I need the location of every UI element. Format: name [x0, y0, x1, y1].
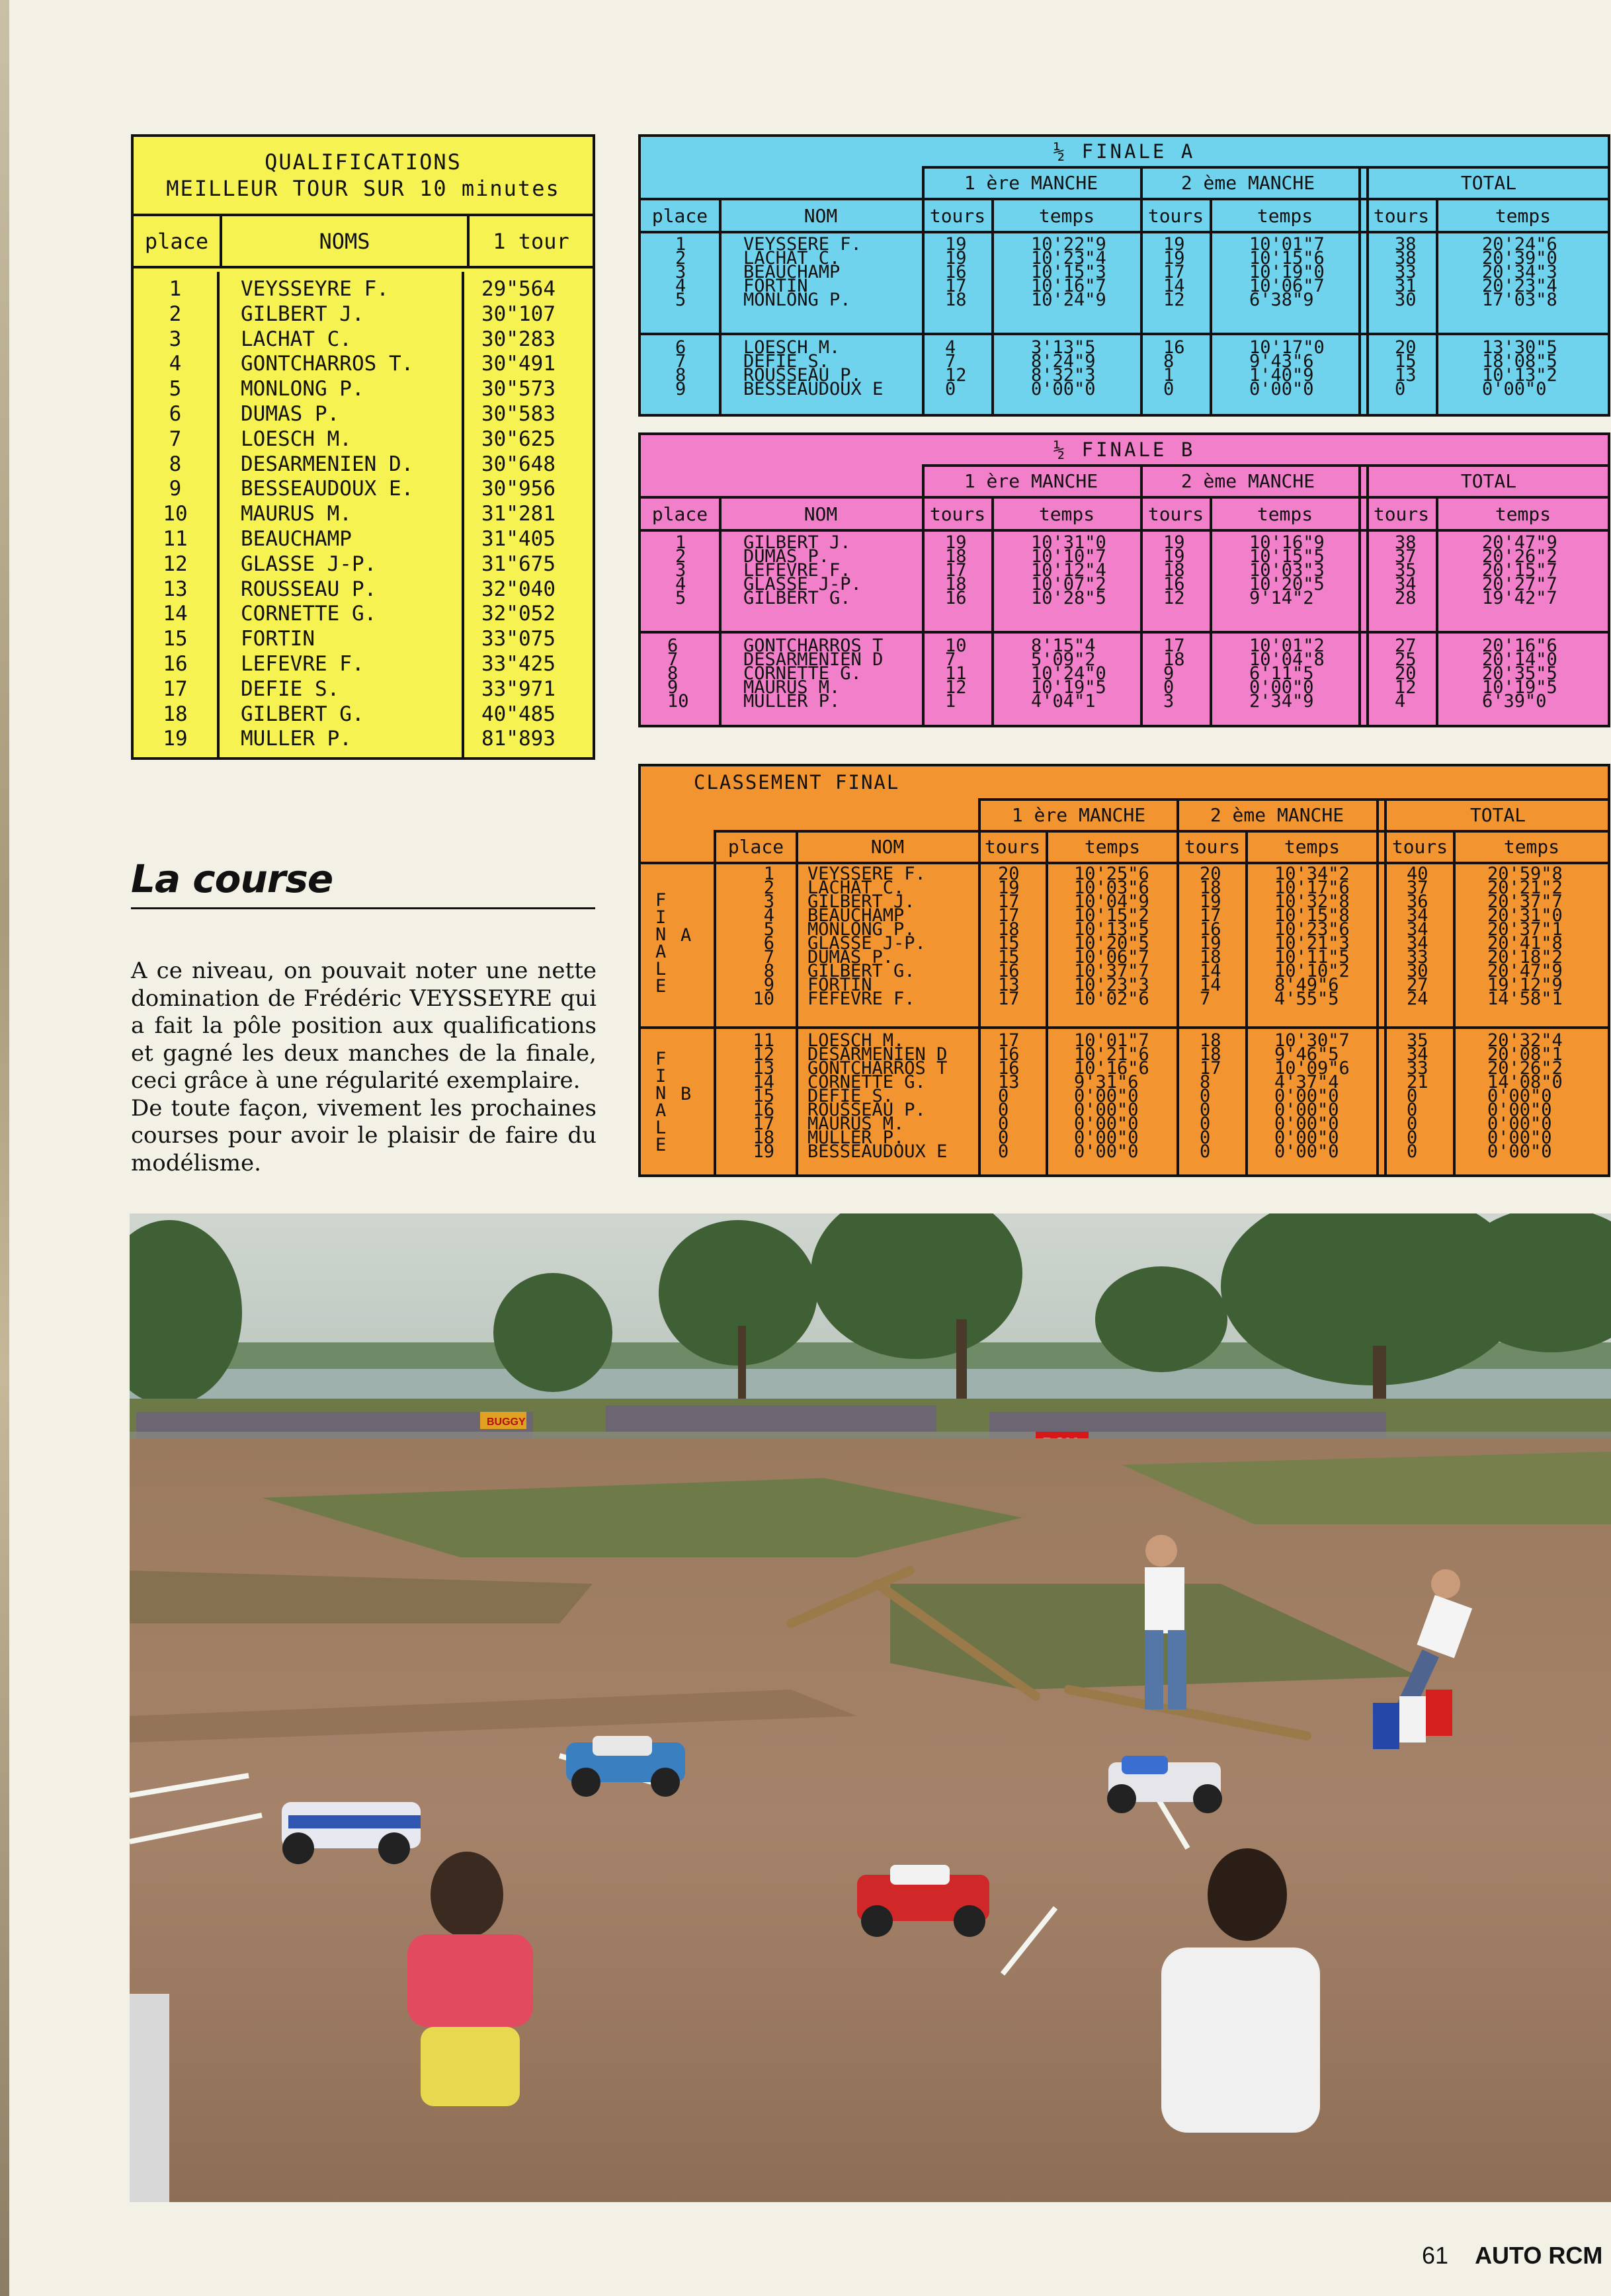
qual-name-cell: DESARMENIEN D. — [241, 452, 414, 476]
classement-final-g1-tot-temps: 20'59"8 20'21"2 20'37"7 20'31"0 20'37"1 20'41"8 20'18"2 20'47"9 19'12"9 14'58"1 — [1487, 864, 1563, 1009]
finale-b-g2-tot-temps: 20'16"6 20'14"0 20'35"5 10'19"5 6'39"0 — [1482, 636, 1557, 712]
finale-a-g1-names: VEYSSERE F. LACHAT C. BEAUCHAMP FORTIN MONLONG P. — [743, 234, 862, 310]
classement-final-g1-names: VEYSSERE F. LACHAT C. GILBERT J. BEAUCHAMP MONLONG P. GLASSE J-P. DUMAS P. GILBERT G. FORTIN FEFEVRE F. — [807, 864, 926, 1009]
qual-place-cell: 14 — [163, 602, 188, 626]
qual-place-cell: 16 — [163, 651, 188, 676]
finale-a-g2-names: LOESCH M. DEFIE S. ROUSSEAU P. BESSEAUDOUX E — [743, 337, 884, 399]
classement-final-g2-tot-temps: 20'32"4 20'08"1 20'26"2 14'08"0 0'00"0 0'00"0 0'00"0 0'00"0 0'00"0 — [1487, 1030, 1563, 1162]
qual-time-cell: 31"675 — [481, 552, 556, 576]
classement-final-m1-tours-head: tours — [984, 835, 1041, 858]
finale-b-m2-tours-head: tours — [1147, 503, 1204, 525]
finale-b-g2-names: GONTCHARROS T DESARMENIEN D CORNETTE G. MAURUS M. MULLER P. — [743, 636, 884, 712]
finale-a-g1-m1-temps: 10'22"9 10'23"4 10'15"3 10'16"7 10'24"9 — [1031, 234, 1106, 310]
classement-final-g1-tot-tours: 40 37 36 34 34 34 33 30 27 24 — [1407, 864, 1428, 1009]
finale-b-g1-m2-tours: 19 19 18 16 12 — [1163, 532, 1185, 608]
finale-a-g1-tot-temps: 20'24"6 20'39"0 20'34"3 20'23"4 17'03"8 — [1482, 234, 1557, 310]
finale-b-g1-tot-temps: 20'47"9 20'26"2 20'15"7 20'27"7 19'42"7 — [1482, 532, 1557, 608]
qualifications-title — [134, 137, 593, 216]
classement-final-g1-places: 1 2 3 4 5 6 7 8 9 10 — [753, 864, 774, 1009]
finale-a-title: ½ FINALE A — [1053, 140, 1196, 163]
qual-time-cell: 33"075 — [481, 627, 556, 651]
qualifications-header-row — [134, 216, 593, 268]
article-paragraph-2: De toute façon, vivement les prochaines courses pour avoir le plaisir de faire du modélisme. — [131, 1094, 597, 1176]
qual-name-cell: FORTIN — [241, 627, 315, 651]
finale-b-g2-m2-tours: 17 18 9 0 3 — [1163, 636, 1185, 712]
classement-final-g2-m2-temps: 10'30"7 9'46"5 10'09"6 4'37"4 0'00"0 0'00"0 0'00"0 0'00"0 0'00"0 — [1274, 1030, 1350, 1162]
finale-b-g2-m2-temps: 10'01"2 10'04"8 6'11"5 0'00"0 2'34"9 — [1249, 636, 1325, 712]
qual-time-cell: 40"485 — [481, 702, 556, 726]
qual-time-cell: 30"283 — [481, 327, 556, 351]
classement-final-title: CLASSEMENT FINAL — [694, 771, 900, 794]
qual-time-cell: 30"583 — [481, 401, 556, 426]
finale-a-g2-tot-tours: 20 15 13 0 — [1395, 337, 1417, 399]
finale-a-m2-tours-head: tours — [1147, 204, 1204, 227]
qualifications-title-line1: QUALIFICATIONS — [265, 149, 462, 175]
classement-final-m1-temps-head: temps — [1084, 835, 1141, 858]
classement-final-g1-m1-tours: 20 19 17 17 18 15 15 16 13 17 — [998, 864, 1020, 1009]
finale-a-m1-tours-head: tours — [929, 204, 986, 227]
qual-time-cell: 30"956 — [481, 477, 556, 501]
header-place: place — [134, 216, 222, 266]
qual-place-cell: 17 — [163, 676, 188, 701]
classement-final-col-nom: NOM — [870, 835, 905, 858]
qual-name-cell: DUMAS P. — [241, 401, 340, 426]
classement-final-g2-tot-tours: 35 34 33 21 0 0 0 0 0 — [1407, 1030, 1428, 1162]
qual-name-cell: MAURUS M. — [241, 502, 352, 526]
page-footer — [1422, 2242, 1602, 2270]
finale-b-total: TOTAL — [1460, 470, 1517, 492]
qualifications-body — [134, 272, 593, 757]
page-number: 61 — [1422, 2242, 1449, 2269]
header-tour: 1 tour — [493, 228, 569, 254]
qual-time-cell: 32"040 — [481, 577, 556, 601]
classement-final-g1-m2-temps: 10'34"2 10'17"6 10'32"8 10'15"8 10'23"6 10'21"3 10'11"5 10'10"2 8'49"6 4'55"5 — [1274, 864, 1350, 1009]
banner-buggy-text: BUGGY — [487, 1416, 526, 1428]
finale-b-tot-temps-head: temps — [1495, 503, 1551, 525]
qual-place-cell: 13 — [163, 577, 188, 601]
finale-a-g1-tot-tours: 38 38 33 31 30 — [1395, 234, 1417, 310]
finale-a-vertical-label: F I N A L E — [655, 890, 667, 997]
finale-b-table — [638, 432, 1610, 727]
finale-b-manche1: 1 ère MANCHE — [964, 470, 1098, 492]
finale-b-col-nom: NOM — [804, 503, 838, 525]
finale-a-manche2: 2 ème MANCHE — [1180, 171, 1315, 194]
finale-a-col-place: place — [651, 204, 708, 227]
qual-name-cell: BEAUCHAMP — [241, 526, 352, 551]
finale-a-g2-tot-temps: 13'30"5 18'08"5 10'13"2 0'00"0 — [1482, 337, 1557, 399]
finale-b-g1-m1-tours: 19 18 17 18 16 — [945, 532, 967, 608]
qual-name-cell: VEYSSEYRE F. — [241, 277, 389, 301]
qual-time-cell: 33"425 — [481, 651, 556, 676]
finale-b-manche2: 2 ème MANCHE — [1180, 470, 1315, 492]
qual-time-cell: 81"893 — [481, 727, 556, 751]
finale-a-letter: A — [681, 925, 692, 946]
qual-name-cell: LEFEVRE F. — [241, 651, 364, 676]
qual-time-cell: 29"564 — [481, 277, 556, 301]
person-left-edge — [130, 1994, 169, 2202]
qualifications-title-line2: MEILLEUR TOUR SUR 10 minutes — [166, 176, 560, 201]
finale-b-g2-places: 6 7 8 9 10 — [667, 636, 689, 712]
qual-place-cell: 19 — [163, 727, 188, 751]
finale-a-g2-m1-tours: 4 7 12 0 — [945, 337, 967, 399]
finale-a-tot-temps-head: temps — [1495, 204, 1551, 227]
finale-a-g1-m2-temps: 10'01"7 10'15"6 10'19"0 10'06"7 6'38"9 — [1249, 234, 1325, 310]
finale-a-col-nom: NOM — [804, 204, 838, 227]
finale-b-m1-tours-head: tours — [929, 503, 986, 525]
finale-b-letter: B — [681, 1084, 692, 1104]
qual-name-cell: BESSEAUDOUX E. — [241, 477, 414, 501]
finale-b-g2-m1-temps: 8'15"4 5'09"2 10'24"0 10'19"5 4'04"1 — [1031, 636, 1106, 712]
qual-name-cell: GILBERT G. — [241, 702, 364, 726]
finale-b-m1-temps-head: temps — [1038, 503, 1095, 525]
finale-b-g1-places: 1 2 3 4 5 — [675, 532, 686, 608]
qual-time-cell: 30"648 — [481, 452, 556, 476]
finale-a-manche1: 1 ère MANCHE — [964, 171, 1098, 194]
article-body — [131, 958, 597, 1177]
qual-place-cell: 12 — [163, 552, 188, 576]
qual-name-cell: DEFIE S. — [241, 676, 340, 701]
article-paragraph-1: A ce niveau, on pouvait noter une nette domination de Frédéric VEYSSEYRE qui a fait la pôle position aux qualifications et gagné les deux manches de la finale, ceci grâce à une régularité exemplaire. — [131, 958, 597, 1094]
qual-place-cell: 10 — [163, 502, 188, 526]
qual-name-cell: ROUSSEAU P. — [241, 577, 377, 601]
qual-name-cell: LOESCH M. — [241, 427, 352, 451]
finale-b-g1-tot-tours: 38 37 35 34 28 — [1395, 532, 1417, 608]
qual-name-cell: GILBERT J. — [241, 302, 364, 326]
qualifications-times-column — [464, 272, 593, 757]
qual-time-cell: 30"573 — [481, 377, 556, 401]
header-noms: NOMS — [222, 216, 470, 266]
qual-time-cell: 32"052 — [481, 602, 556, 626]
finale-b-m2-temps-head: temps — [1257, 503, 1313, 525]
qual-name-cell: MONLONG P. — [241, 377, 364, 401]
article-heading: La course — [131, 856, 333, 901]
classement-final-g2-m2-tours: 18 18 17 8 0 0 0 0 0 — [1200, 1030, 1221, 1162]
classement-final-table — [638, 764, 1610, 1177]
finale-b-col-place: place — [651, 503, 708, 525]
classement-final-col-place: place — [727, 835, 784, 858]
qual-place-cell: 1 — [169, 277, 182, 301]
classement-final-g2-places: 11 12 13 14 15 16 17 18 19 — [753, 1030, 774, 1162]
finale-a-total: TOTAL — [1460, 171, 1517, 194]
classement-final-tot-temps-head: temps — [1503, 835, 1560, 858]
french-flag-icon — [1373, 1703, 1399, 1749]
finale-b-title: ½ FINALE B — [1053, 438, 1196, 461]
finale-a-m1-temps-head: temps — [1038, 204, 1095, 227]
finale-a-g2-m1-temps: 3'13"5 8'24"9 8'32"3 0'00"0 — [1031, 337, 1096, 399]
classement-final-tot-tours-head: tours — [1391, 835, 1448, 858]
classement-final-g1-m1-temps: 10'25"6 10'03"6 10'04"9 10'15"2 10'13"5 10'20"5 10'06"7 10'37"7 10'23"3 10'02"6 — [1074, 864, 1149, 1009]
qual-name-cell: CORNETTE G. — [241, 602, 377, 626]
qual-time-cell: 30"625 — [481, 427, 556, 451]
finale-b-g1-m1-temps: 10'31"0 10'10"7 10'12"4 10'07"2 10'28"5 — [1031, 532, 1106, 608]
qual-place-cell: 11 — [163, 526, 188, 551]
finale-a-g1-m2-tours: 19 19 17 14 12 — [1163, 234, 1185, 310]
qual-place-cell: 18 — [163, 702, 188, 726]
classement-final-manche2: 2 ème MANCHE — [1210, 803, 1344, 826]
classement-final-total: TOTAL — [1469, 803, 1526, 826]
finale-b-g2-tot-tours: 27 25 20 12 4 — [1395, 636, 1417, 712]
finale-a-g2-m2-tours: 16 8 1 0 — [1163, 337, 1185, 399]
finale-b-vertical-label: F I N A L E — [655, 1049, 667, 1155]
finale-a-g1-m1-tours: 19 19 16 17 18 — [945, 234, 967, 310]
qual-place-cell: 5 — [169, 377, 182, 401]
qual-place-cell: 6 — [169, 401, 182, 426]
qual-time-cell: 31"281 — [481, 502, 556, 526]
finale-a-m2-temps-head: temps — [1257, 204, 1313, 227]
qual-time-cell: 30"491 — [481, 352, 556, 376]
qual-time-cell: 33"971 — [481, 676, 556, 701]
finale-a-table — [638, 134, 1610, 417]
qual-place-cell: 4 — [169, 352, 182, 376]
qual-name-cell: GONTCHARROS T. — [241, 352, 414, 376]
finale-b-g1-names: GILBERT J. DUMAS P. LEFEVRE F. GLASSE J-P. GILBERT G. — [743, 532, 862, 608]
classement-final-g1-m2-tours: 20 18 19 17 16 19 18 14 14 7 — [1200, 864, 1221, 1009]
qual-place-cell: 3 — [169, 327, 182, 351]
qual-place-cell: 9 — [169, 477, 182, 501]
classement-final-manche1: 1 ère MANCHE — [1011, 803, 1146, 826]
finale-a-g2-m2-temps: 10'17"0 9'43"6 1'40"9 0'00"0 — [1249, 337, 1325, 399]
page-edge — [0, 0, 9, 2296]
qual-name-cell: LACHAT C. — [241, 327, 352, 351]
magazine-name: AUTO RCM — [1475, 2242, 1603, 2269]
qualifications-places-column — [134, 272, 220, 757]
finale-a-tot-tours-head: tours — [1373, 204, 1430, 227]
qualifications-table — [131, 134, 595, 760]
finale-a-g2-places: 6 7 8 9 — [675, 337, 686, 399]
qual-place-cell: 7 — [169, 427, 182, 451]
qual-name-cell: GLASSE J-P. — [241, 552, 377, 576]
qual-name-cell: MULLER P. — [241, 727, 352, 751]
heading-rule — [131, 907, 595, 909]
classement-final-m2-temps-head: temps — [1284, 835, 1341, 858]
classement-final-g2-names: LOESCH M. DESARMENIEN D GONTCHARROS T CORNETTE G. DEFIE S. ROUSSEAU P. MAURUS M. MULLER P. BESSEAUDOUX E — [807, 1030, 948, 1162]
qual-time-cell: 31"405 — [481, 526, 556, 551]
classement-final-g2-m1-tours: 17 16 16 13 0 0 0 0 0 — [998, 1030, 1020, 1162]
classement-final-g2-m1-temps: 10'01"7 10'21"6 10'16"6 9'31"6 0'00"0 0'00"0 0'00"0 0'00"0 0'00"0 — [1074, 1030, 1149, 1162]
finale-a-g1-places: 1 2 3 4 5 — [675, 234, 686, 310]
finale-b-g2-m1-tours: 10 7 11 12 1 — [945, 636, 967, 712]
qual-time-cell: 30"107 — [481, 302, 556, 326]
classement-final-m2-tours-head: tours — [1184, 835, 1241, 858]
qual-place-cell: 15 — [163, 627, 188, 651]
finale-b-g1-m2-temps: 10'16"9 10'15"5 10'03"3 10'20"5 9'14"2 — [1249, 532, 1325, 608]
qual-place-cell: 8 — [169, 452, 182, 476]
finale-b-tot-tours-head: tours — [1373, 503, 1430, 525]
race-photo — [130, 1213, 1611, 2202]
qual-place-cell: 2 — [169, 302, 182, 326]
qualifications-names-column — [220, 272, 464, 757]
